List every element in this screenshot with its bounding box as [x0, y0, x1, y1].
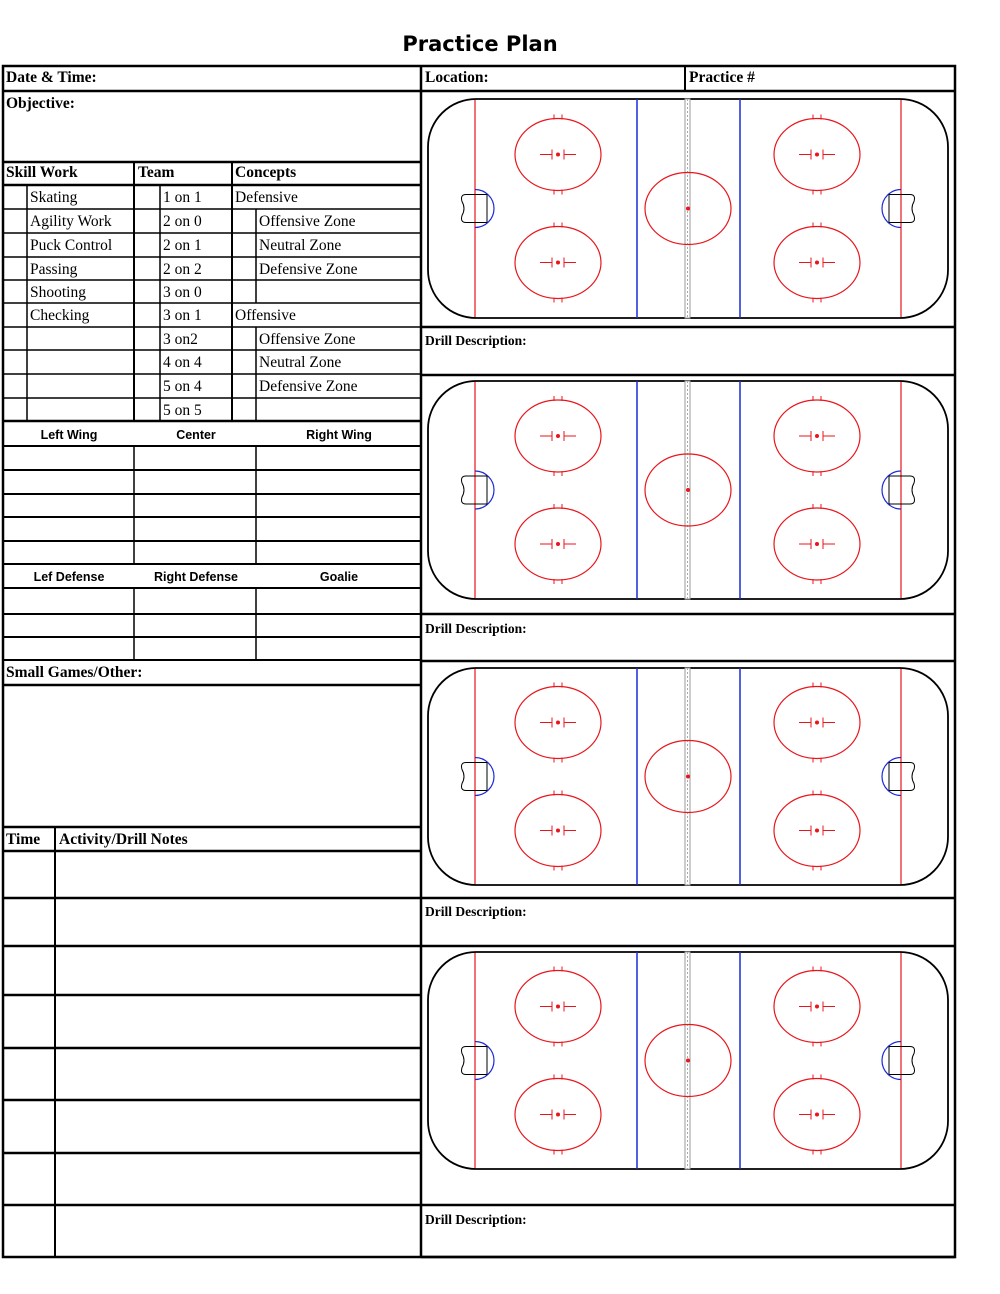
small-games-label: Small Games/Other:: [6, 664, 143, 681]
hockey-rink: [428, 381, 948, 599]
practice-number-label: Practice #: [689, 69, 755, 86]
left-defense-header: Lef Defense: [33, 570, 105, 584]
activity-notes-header: Activity/Drill Notes: [59, 831, 188, 848]
right-defense-header: Right Defense: [153, 570, 239, 584]
concept-item: Neutral Zone: [259, 354, 342, 371]
hockey-rink: [428, 99, 948, 318]
team-item: 4 on 4: [163, 354, 202, 371]
skill-item: Skating: [30, 189, 78, 206]
drill-description-3: Drill Description:: [425, 904, 527, 919]
team-item: 3 on2: [163, 331, 198, 348]
team-header: Team: [138, 164, 175, 181]
team-item: 3 on 0: [163, 284, 202, 301]
concept-item: Defensive Zone: [259, 261, 358, 278]
goalie-header: Goalie: [319, 570, 359, 584]
date-time-label: Date & Time:: [6, 69, 97, 86]
center-header: Center: [176, 428, 216, 442]
skill-item: Passing: [30, 261, 78, 278]
objective-label: Objective:: [6, 95, 75, 112]
team-item: 2 on 2: [163, 261, 202, 278]
team-item: 2 on 1: [163, 237, 202, 254]
left-wing-header: Left Wing: [40, 428, 98, 442]
drill-description-1: Drill Description:: [425, 333, 527, 348]
concept-item: Offensive Zone: [259, 213, 356, 230]
concept-group: Offensive: [235, 307, 296, 324]
team-item: 1 on 1: [163, 189, 202, 206]
concept-item: Neutral Zone: [259, 237, 342, 254]
concept-group: Defensive: [235, 189, 298, 206]
time-header: Time: [6, 831, 41, 848]
skill-item: Shooting: [30, 284, 86, 301]
drill-description-2: Drill Description:: [425, 621, 527, 636]
location-label: Location:: [425, 69, 489, 86]
skill-work-header: Skill Work: [6, 164, 78, 181]
hockey-rink: [428, 668, 948, 885]
team-item: 3 on 1: [163, 307, 202, 324]
page-title: Practice Plan: [402, 32, 558, 56]
team-item: 2 on 0: [163, 213, 202, 230]
team-item: 5 on 4: [163, 378, 202, 395]
skill-item: Checking: [30, 307, 90, 324]
skill-item: Puck Control: [30, 237, 113, 254]
hockey-rink: [428, 952, 948, 1169]
concept-item: Defensive Zone: [259, 378, 358, 395]
concepts-header: Concepts: [235, 164, 297, 181]
team-item: 5 on 5: [163, 402, 202, 419]
concept-item: Offensive Zone: [259, 331, 356, 348]
skill-item: Agility Work: [30, 213, 112, 230]
right-wing-header: Right Wing: [306, 428, 372, 442]
drill-description-4: Drill Description:: [425, 1212, 527, 1227]
